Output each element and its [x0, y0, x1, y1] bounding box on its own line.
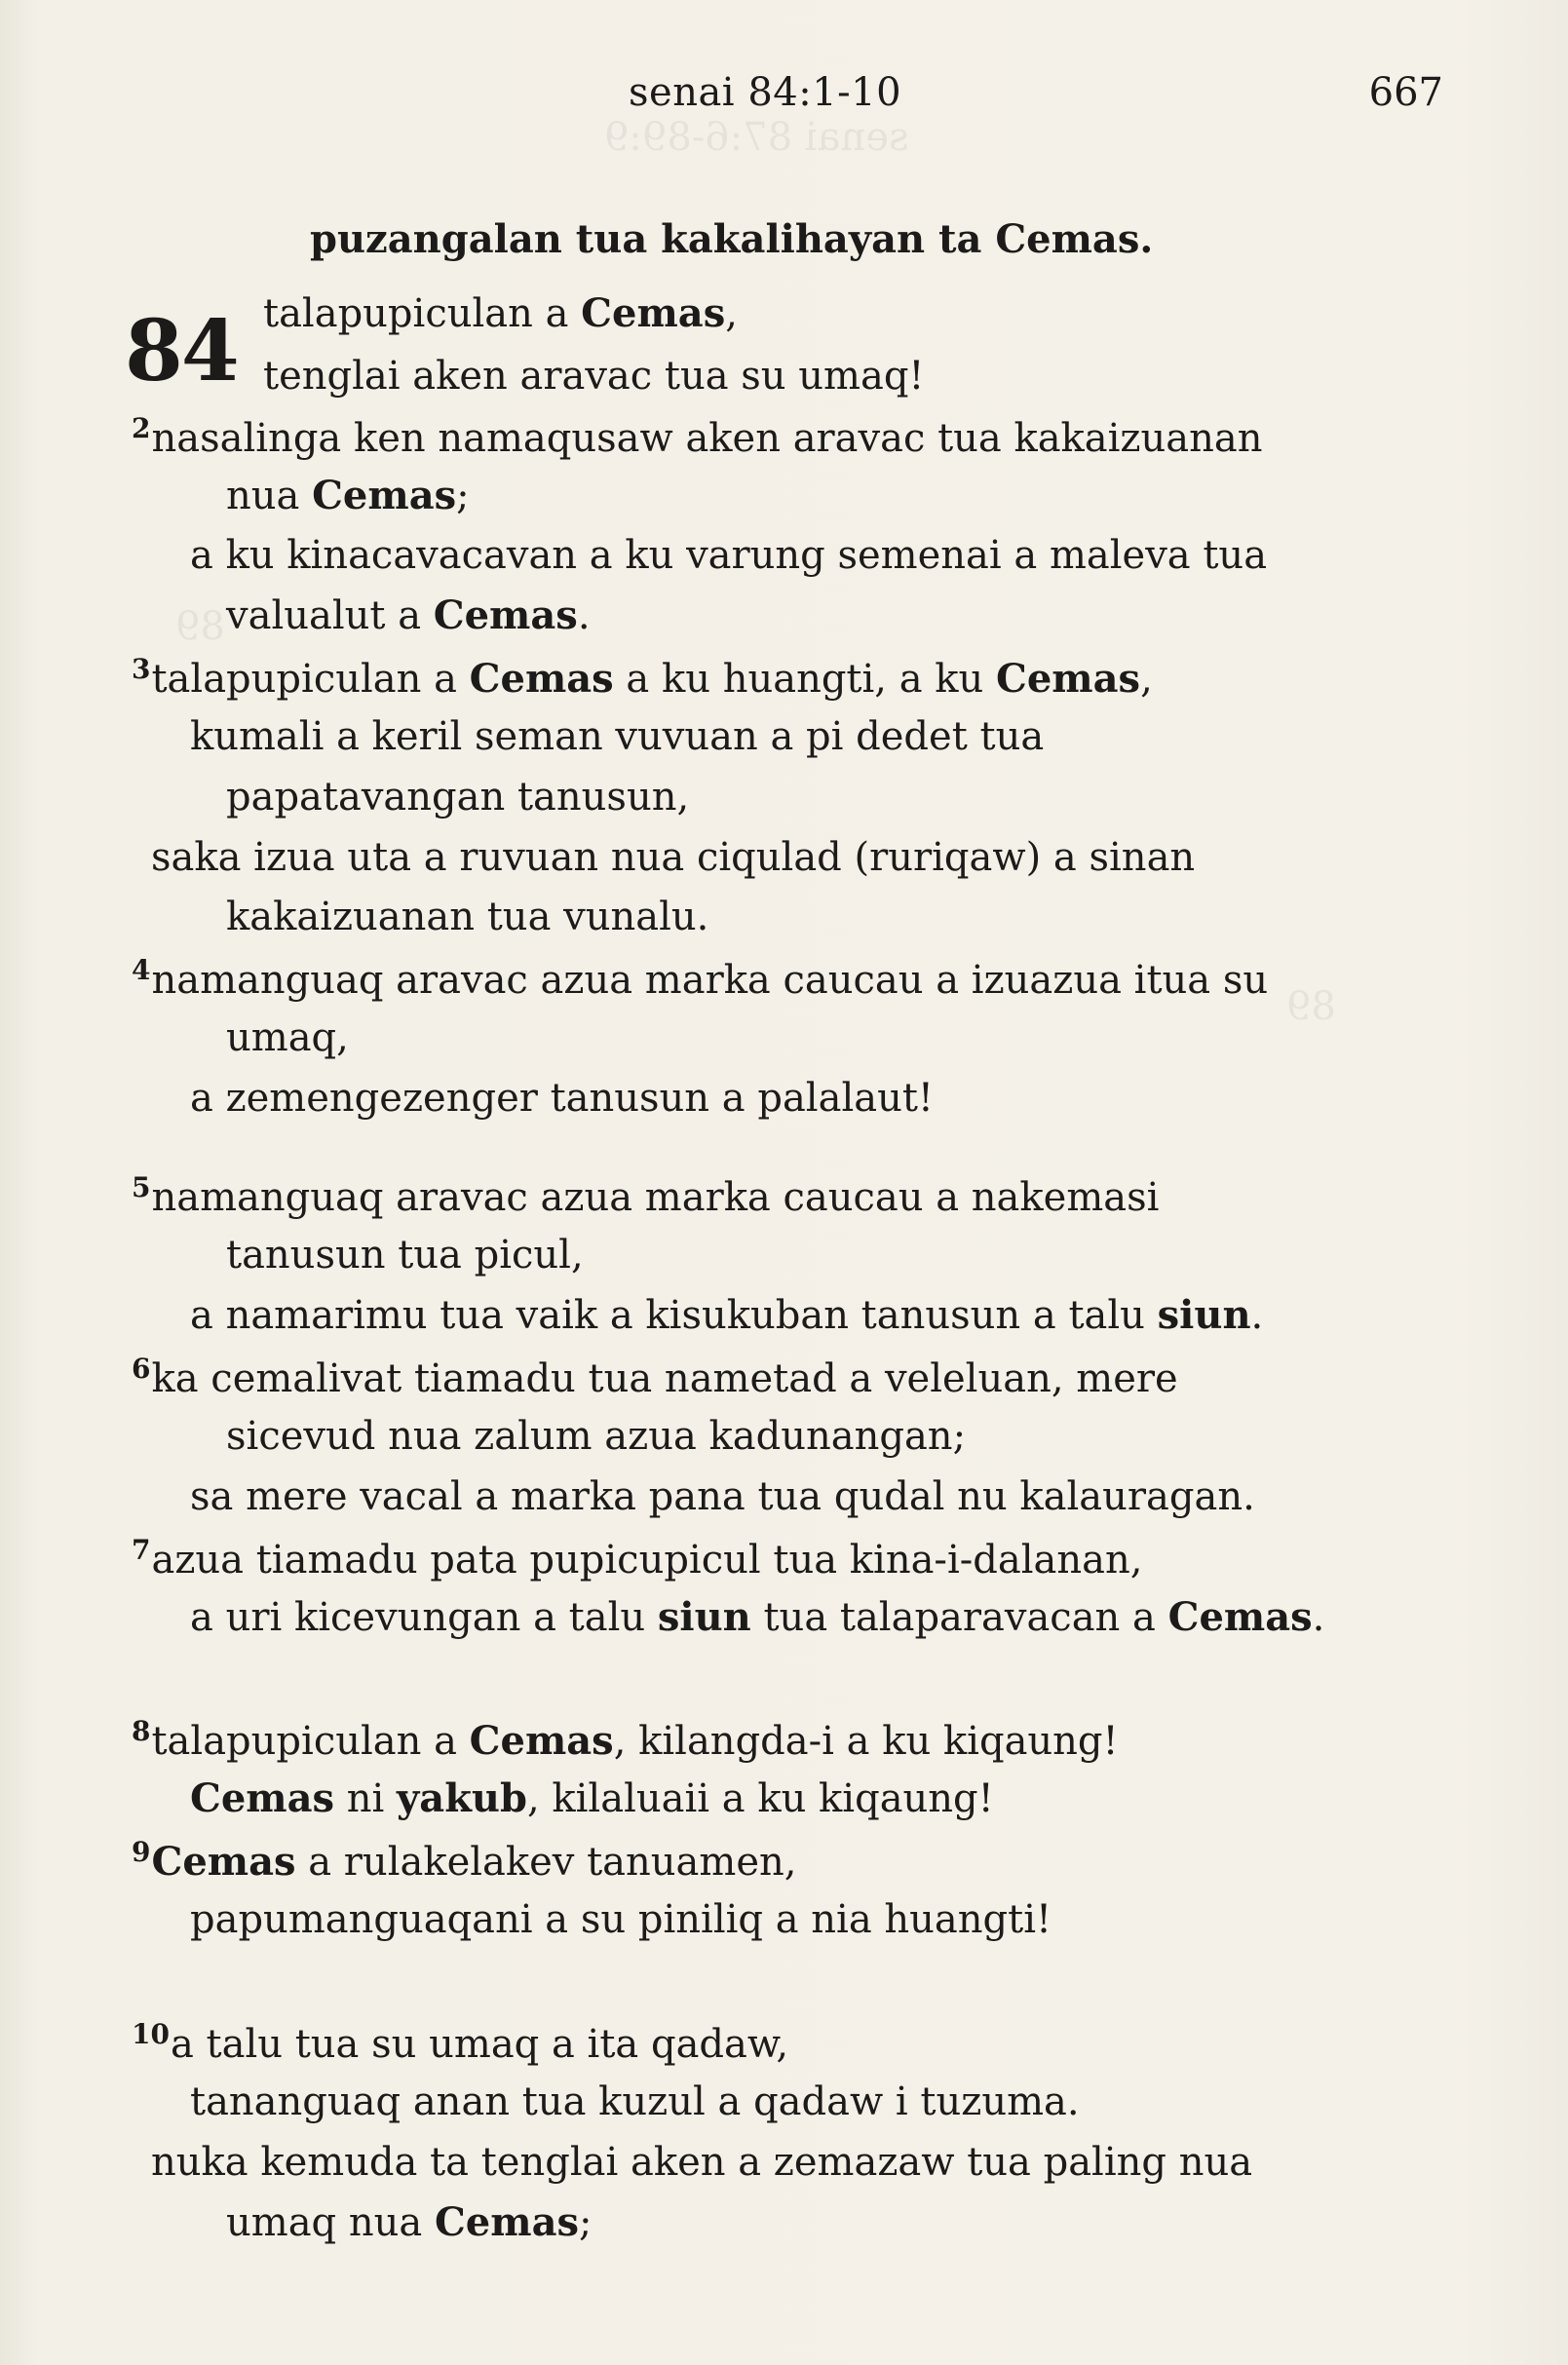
verse-line [151, 2139, 1252, 2186]
verse-text-bold: Cemas [581, 290, 726, 336]
verse-line [190, 532, 1267, 579]
verse-text: umaq, [226, 1015, 349, 1060]
verse-text-bold: siun [657, 1594, 751, 1640]
verse-line [263, 353, 925, 400]
verse-text: a rulakelakev tanuamen, [295, 1840, 797, 1885]
verse-line [263, 290, 738, 337]
verse-text: ; [579, 2200, 593, 2245]
verse-line [151, 834, 1195, 881]
verse-text: papatavangan tanusun, [226, 775, 690, 820]
verse-line [190, 1896, 1052, 1943]
verse-number: 7 [132, 1534, 151, 1566]
verse-text: , kilangda-i a ku kiqaung! [613, 1719, 1119, 1764]
verse-text: namanguaq aravac azua marka caucau a izuazua itua su [151, 958, 1269, 1003]
verse-text: , kilaluaii a ku kiqaung! [526, 1776, 994, 1821]
verse-text: talapupiculan a [263, 291, 582, 336]
verse-line [190, 1775, 994, 1822]
verse-text: talapupiculan a [151, 657, 470, 702]
verse-text: tenglai aken aravac tua su umaq! [263, 354, 925, 399]
chapter-number: 84 [125, 302, 238, 401]
verse-text: a ku kinacavacavan a ku varung semenai a maleva tua [190, 533, 1268, 578]
verse-text: tananguaq anan tua kuzul a qadaw i tuzuma. [190, 2079, 1080, 2124]
verse-number: 4 [132, 954, 151, 986]
verse-line [226, 1014, 349, 1061]
verse-line [226, 2199, 592, 2246]
verse-text: a talu tua su umaq a ita qadaw, [170, 2022, 789, 2067]
verse-text: talapupiculan a [151, 1719, 470, 1764]
verse-text: ni [334, 1776, 398, 1821]
verse-text: tanusun tua picul, [226, 1233, 584, 1278]
verse-number: 5 [132, 1171, 151, 1203]
verse-text: saka izua uta a ruvuan nua ciqulad (ruriqaw) a sinan [151, 835, 1196, 880]
verse-text: papumanguaqani a su piniliq a nia huangti! [190, 1897, 1052, 1942]
previous-psalm-closing-line: puzangalan tua kakalihayan ta Cemas. [310, 216, 1154, 262]
verse-number: 3 [132, 653, 151, 685]
verse-text: . [1250, 1293, 1264, 1338]
verse-text: . [577, 593, 591, 638]
verse-text-bold: yakub [397, 1775, 527, 1821]
verse-text: nasalinga ken namaqusaw aken aravac tua kakaizuanan [151, 416, 1263, 461]
verse-text-bold: Cemas [1167, 1594, 1313, 1640]
verse-text: a zemengezenger tanusun a palalaut! [190, 1076, 934, 1121]
verse-text: kakaizuanan tua vunalu. [226, 895, 709, 939]
verse-text: , [725, 291, 738, 336]
verse-text: nuka kemuda ta tenglai aken a zemazaw tua paling nua [151, 2140, 1253, 2185]
verse-text: nua [226, 474, 313, 518]
verse-text-bold: Cemas [469, 1718, 614, 1764]
verse-line [190, 2079, 1080, 2125]
bleed-through-text: 89 [1286, 984, 1336, 1029]
verse-line [226, 894, 708, 940]
page-number: 667 [1368, 70, 1443, 115]
bleed-through-text: senai 87:6-89:9 [604, 115, 909, 160]
verse-line [190, 713, 1044, 760]
verse-number: 8 [132, 1715, 151, 1747]
bleed-through-text: 89 [175, 604, 225, 649]
verse-text: namanguaq aravac azua marka caucau a nakemasi [151, 1175, 1160, 1220]
verse-text: tua talaparavacan a [750, 1595, 1168, 1640]
verse-text: valualut a [226, 593, 434, 638]
verse-number: 10 [132, 2018, 170, 2050]
verse-text: sicevud nua zalum azua kadunangan; [226, 1414, 967, 1459]
verse-line [190, 1075, 934, 1122]
verse-line [226, 774, 689, 820]
verse-line [226, 473, 470, 519]
verse-text: ; [456, 474, 470, 518]
verse-text-bold: Cemas [190, 1775, 335, 1821]
verse-text: sa mere vacal a marka pana tua qudal nu kalauragan. [190, 1474, 1255, 1519]
verse-line [190, 1594, 1324, 1641]
verse-line [132, 1836, 796, 1886]
verse-line [132, 412, 1262, 462]
verse-line [190, 1292, 1263, 1339]
verse-number: 2 [132, 412, 151, 444]
verse-text: kumali a keril seman vuvuan a pi dedet tua [190, 714, 1045, 759]
verse-text: a uri kicevungan a talu [190, 1595, 658, 1640]
verse-line [132, 1715, 1119, 1765]
verse-text-bold: Cemas [312, 473, 457, 518]
verse-line [132, 954, 1268, 1004]
verse-line [190, 1473, 1255, 1520]
verse-text-bold: Cemas [996, 656, 1141, 702]
verse-line [132, 1353, 1178, 1402]
verse-text-bold: Cemas [433, 592, 578, 638]
running-head: senai 84:1-10 [629, 70, 902, 115]
verse-text: . [1312, 1595, 1325, 1640]
verse-line [226, 1232, 584, 1278]
verse-line [132, 2018, 788, 2068]
verse-text: , [1140, 657, 1153, 702]
verse-line [132, 1171, 1159, 1221]
verse-text: a ku huangti, a ku [613, 657, 997, 702]
verse-text: a namarimu tua vaik a kisukuban tanusun a talu [190, 1293, 1158, 1338]
verse-number: 6 [132, 1353, 151, 1385]
verse-text-bold: siun [1157, 1292, 1251, 1338]
verse-line [226, 592, 591, 639]
verse-text: azua tiamadu pata pupicupicul tua kina-i-dalanan, [151, 1538, 1143, 1583]
verse-text-bold: Cemas [151, 1839, 296, 1885]
verse-text: umaq nua [226, 2200, 435, 2245]
verse-number: 9 [132, 1836, 151, 1868]
verse-text-bold: Cemas [469, 656, 614, 702]
verse-line [132, 653, 1153, 703]
verse-line [226, 1413, 966, 1460]
verse-line [132, 1534, 1142, 1583]
verse-text: ka cemalivat tiamadu tua nametad a veleluan, mere [151, 1356, 1178, 1401]
verse-text-bold: Cemas [434, 2199, 579, 2245]
